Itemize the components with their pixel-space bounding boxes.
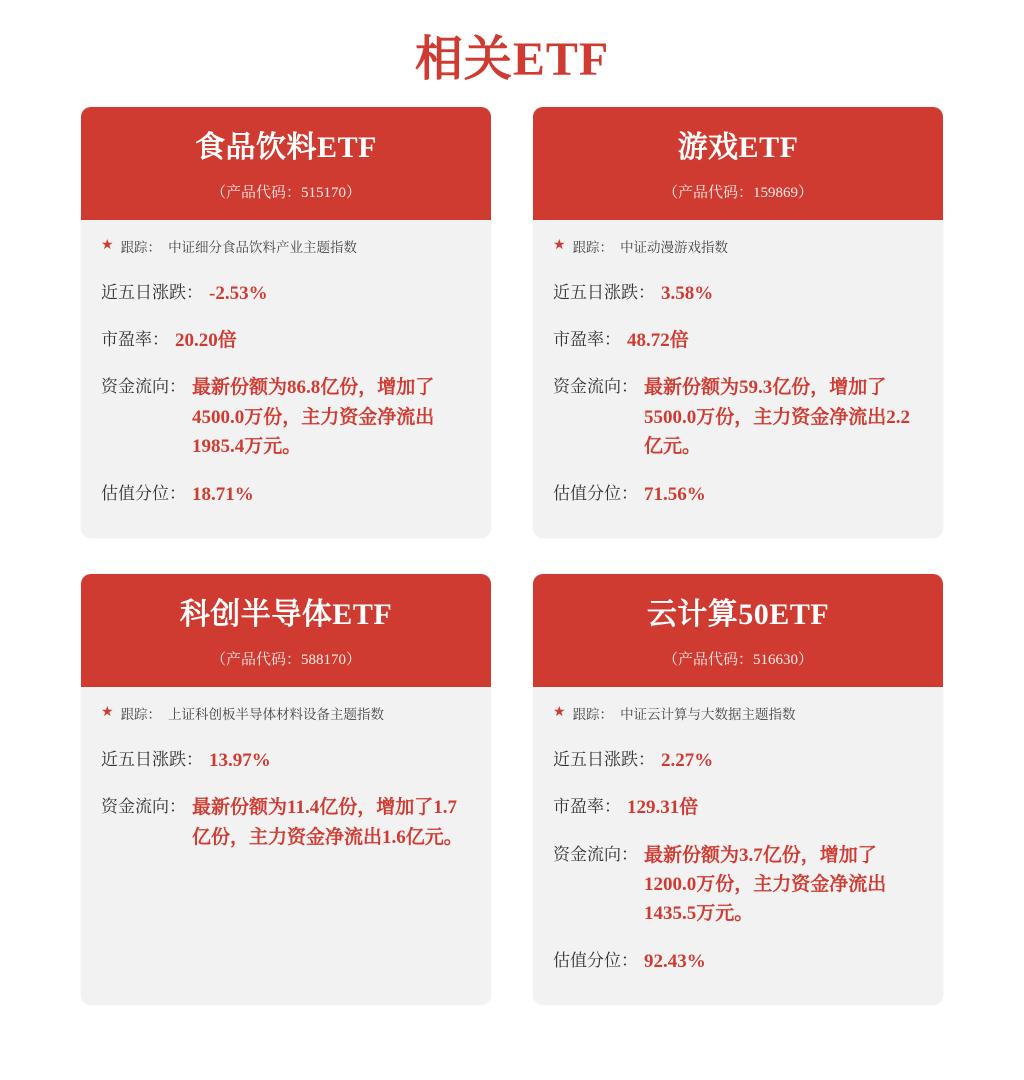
fund-flow-label: 资金流向： bbox=[101, 377, 186, 397]
code-prefix: （产品代码： bbox=[210, 184, 301, 201]
valuation-percentile-row bbox=[553, 938, 923, 985]
fund-flow-label: 资金流向： bbox=[553, 377, 638, 397]
code-value: 159869 bbox=[753, 184, 798, 201]
page-title: 相关ETF bbox=[414, 33, 610, 86]
valuation-percentile-label: 估值分位： bbox=[101, 483, 186, 503]
fund-flow-row bbox=[553, 364, 923, 470]
five-day-change-value: 3.58% bbox=[661, 282, 714, 304]
etf-card-header bbox=[81, 107, 491, 220]
tracking-index-name: 中证动漫游戏指数 bbox=[620, 239, 729, 255]
five-day-change-row bbox=[101, 270, 471, 317]
etf-card-body bbox=[533, 687, 943, 1006]
star-icon: ★ bbox=[553, 237, 566, 253]
valuation-percentile-row bbox=[553, 471, 923, 518]
etf-card[interactable] bbox=[533, 574, 943, 1005]
pe-ratio-label: 市盈率： bbox=[553, 329, 621, 349]
five-day-change-label: 近五日涨跌： bbox=[553, 749, 655, 769]
etf-card-header bbox=[533, 574, 943, 687]
pe-ratio-row bbox=[553, 784, 923, 831]
tracking-index-row bbox=[101, 236, 471, 264]
valuation-percentile-value: 71.56% bbox=[644, 483, 706, 505]
code-value: 516630 bbox=[753, 651, 798, 668]
etf-name: 食品饮料ETF bbox=[195, 131, 377, 164]
pe-ratio-value: 48.72倍 bbox=[627, 329, 689, 351]
fund-flow-value: 最新份额为3.7亿份，增加了1200.0万份，主力资金净流出1435.5万元。 bbox=[644, 844, 887, 925]
etf-code bbox=[543, 648, 933, 669]
star-icon: ★ bbox=[553, 704, 566, 720]
pe-ratio-label: 市盈率： bbox=[553, 797, 621, 817]
pe-ratio-value: 129.31倍 bbox=[627, 797, 699, 819]
tracking-label: 跟踪： bbox=[120, 706, 162, 722]
etf-card-body bbox=[533, 220, 943, 539]
star-icon: ★ bbox=[101, 237, 114, 253]
valuation-percentile-value: 92.43% bbox=[644, 950, 706, 972]
valuation-percentile-label: 估值分位： bbox=[553, 950, 638, 970]
code-suffix: ） bbox=[798, 651, 814, 668]
valuation-percentile-value: 18.71% bbox=[192, 483, 254, 505]
code-prefix: （产品代码： bbox=[210, 651, 301, 668]
five-day-change-row bbox=[553, 737, 923, 784]
code-value: 515170 bbox=[301, 184, 346, 201]
tracking-index-name: 中证云计算与大数据主题指数 bbox=[620, 706, 796, 722]
star-icon: ★ bbox=[101, 704, 114, 720]
etf-card[interactable] bbox=[81, 107, 491, 538]
five-day-change-label: 近五日涨跌： bbox=[101, 282, 203, 302]
fund-flow-row bbox=[101, 364, 471, 470]
fund-flow-value: 最新份额为59.3亿份，增加了5500.0万份，主力资金净流出2.2亿元。 bbox=[644, 377, 911, 458]
five-day-change-row bbox=[553, 270, 923, 317]
fund-flow-label: 资金流向： bbox=[553, 844, 638, 864]
etf-card-header bbox=[81, 574, 491, 687]
etf-card-header bbox=[533, 107, 943, 220]
tracking-label: 跟踪： bbox=[572, 239, 614, 255]
code-value: 588170 bbox=[301, 651, 346, 668]
tracking-index-name: 中证细分食品饮料产业主题指数 bbox=[168, 239, 358, 255]
etf-card-body bbox=[81, 220, 491, 539]
tracking-index-row bbox=[101, 703, 471, 731]
pe-ratio-row bbox=[553, 317, 923, 364]
etf-card[interactable] bbox=[81, 574, 491, 1005]
fund-flow-value: 最新份额为11.4亿份，增加了1.7亿份，主力资金净流出1.6亿元。 bbox=[192, 797, 463, 848]
code-suffix: ） bbox=[346, 651, 362, 668]
etf-name: 科创半导体ETF bbox=[179, 598, 393, 632]
tracking-index-name: 上证科创板半导体材料设备主题指数 bbox=[168, 706, 385, 722]
five-day-change-value: -2.53% bbox=[209, 282, 268, 304]
etf-code bbox=[91, 181, 481, 202]
fund-flow-row bbox=[553, 832, 923, 938]
valuation-percentile-row bbox=[101, 471, 471, 518]
etf-card-grid bbox=[0, 107, 1024, 1005]
etf-code bbox=[91, 648, 481, 669]
five-day-change-value: 2.27% bbox=[661, 749, 714, 771]
etf-name: 云计算50ETF bbox=[646, 598, 830, 632]
valuation-percentile-label: 估值分位： bbox=[553, 483, 638, 503]
tracking-index-row bbox=[553, 236, 923, 264]
etf-card-body bbox=[81, 687, 491, 1006]
five-day-change-label: 近五日涨跌： bbox=[101, 749, 203, 769]
code-suffix: ） bbox=[346, 184, 362, 201]
code-prefix: （产品代码： bbox=[662, 184, 753, 201]
fund-flow-row bbox=[101, 784, 471, 861]
five-day-change-row bbox=[101, 737, 471, 784]
fund-flow-label: 资金流向： bbox=[101, 797, 186, 817]
etf-code bbox=[543, 181, 933, 202]
pe-ratio-row bbox=[101, 317, 471, 364]
code-prefix: （产品代码： bbox=[662, 651, 753, 668]
pe-ratio-label: 市盈率： bbox=[101, 329, 169, 349]
five-day-change-label: 近五日涨跌： bbox=[553, 282, 655, 302]
etf-card[interactable] bbox=[533, 107, 943, 538]
tracking-label: 跟踪： bbox=[572, 706, 614, 722]
fund-flow-value: 最新份额为86.8亿份，增加了4500.0万份，主力资金净流出1985.4万元。 bbox=[192, 377, 435, 458]
code-suffix: ） bbox=[798, 184, 814, 201]
pe-ratio-value: 20.20倍 bbox=[175, 329, 237, 351]
five-day-change-value: 13.97% bbox=[209, 749, 271, 771]
tracking-index-row bbox=[553, 703, 923, 731]
etf-name: 游戏ETF bbox=[677, 131, 799, 164]
tracking-label: 跟踪： bbox=[120, 239, 162, 255]
